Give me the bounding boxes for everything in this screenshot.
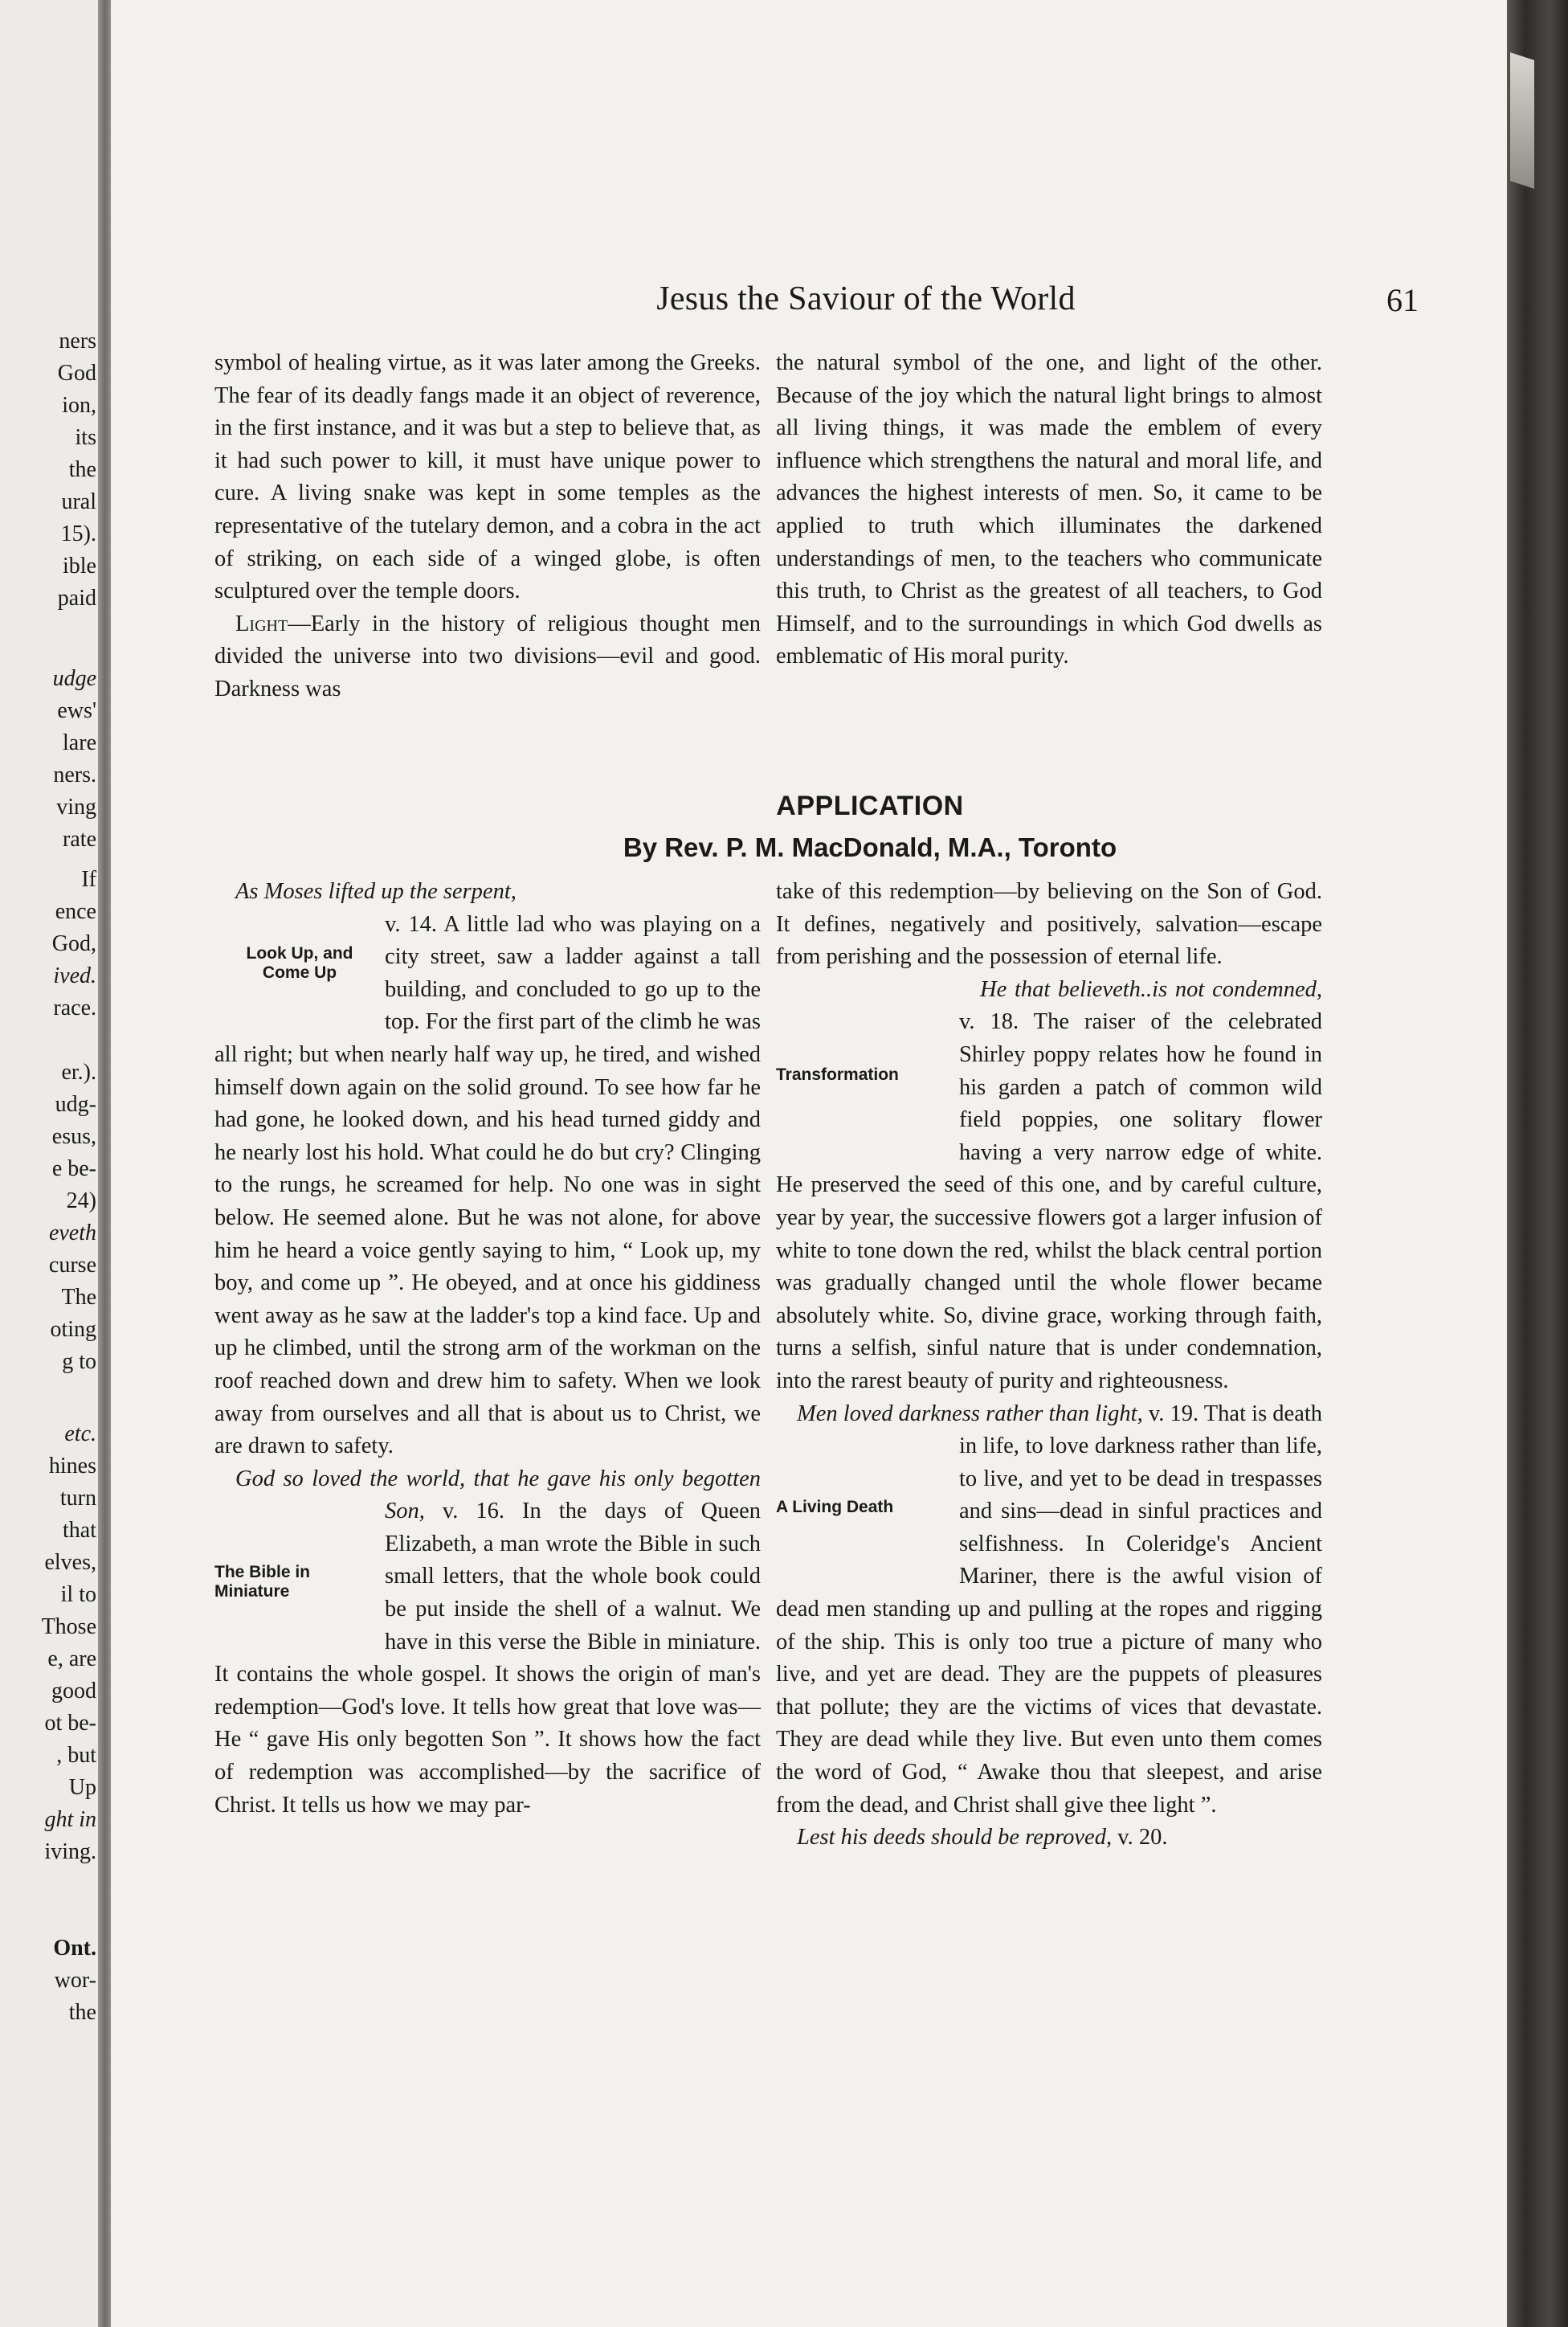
previous-page-text-fragment: 15). — [60, 521, 96, 546]
sidenote-transformation: Transformation — [776, 1065, 899, 1084]
previous-page-text-fragment: good — [51, 1679, 96, 1703]
page-stack-edge — [1507, 0, 1568, 2327]
previous-page-text-fragment: hines — [48, 1454, 96, 1478]
god-loved-reference: God so loved the world, that he gave his only begotten Son, — [235, 1466, 761, 1524]
god-loved-text: v. 16. In the days of Queen Elizabeth, a man wrote the Bible in such small letters, that the whole book could be put inside the shell of a walnut. We have in this verse the Bible in miniature. It contains the whole gospel. It shows the origin of man's redemption—God's love. It tells how great that love was—He “ gave His only begotten Son ”. It shows how the fact of redemption was accomplished—by the sacrifice of Christ. It tells us how we may par- — [214, 1499, 762, 1818]
previous-page-text-fragment: ners — [59, 329, 96, 354]
intro-paragraph-continued: the natural symbol of the one, and light of the other. Because of the joy which the natural light brings to almost all living things, it was made the emblem of every influence which strengthens the natural and moral life, and advances the highest interests of men. So, it came to be applied to truth which illuminates the darkened understandings of men, to the teachers who communicate this truth, to Christ as the greatest of all teachers, to God Himself, and to the surroundings in which God dwells as emblematic of His moral purity. — [776, 350, 1322, 669]
previous-page-text-fragment: ence — [55, 899, 96, 924]
application-right-column — [776, 876, 1322, 1855]
previous-page-text-fragment: iving. — [44, 1839, 96, 1864]
previous-page-text-fragment: Up — [68, 1775, 96, 1800]
god-loved-paragraph — [214, 1463, 761, 1822]
lest-reference: Lest his deeds should be reproved, — [797, 1825, 1113, 1851]
sidenote-bible-miniature — [214, 1560, 385, 1658]
moses-paragraph — [214, 876, 761, 909]
previous-page-text-fragment: that — [63, 1518, 96, 1543]
previous-page-text-fragment: eveth — [48, 1221, 96, 1245]
previous-page-text-fragment: the — [68, 2000, 96, 2025]
previous-page-text-fragment: g to — [62, 1349, 96, 1374]
previous-page-text-fragment: etc. — [64, 1421, 96, 1446]
sidenote-line: Look Up, and — [246, 943, 353, 963]
previous-page-text-fragment: rate — [63, 827, 96, 852]
previous-page-text-fragment: udg- — [55, 1092, 96, 1117]
light-label: Light — [235, 611, 288, 636]
moses-text-rest — [214, 909, 761, 1463]
previous-page-text-fragment: the — [68, 457, 96, 482]
previous-page-text-fragment: God — [57, 361, 96, 386]
previous-page-text-fragment: il to — [60, 1582, 96, 1607]
previous-page-text-fragment: Ont. — [53, 1936, 96, 1961]
previous-page-text-fragment: elves, — [44, 1550, 96, 1575]
sidenote-line: Come Up — [262, 963, 337, 982]
sidenote-line: Miniature — [214, 1582, 290, 1601]
previous-page-text-fragment: Those — [41, 1614, 96, 1639]
previous-page-text-fragment: ot be- — [44, 1711, 96, 1736]
redemption-paragraph: take of this redemption—by believing on the Son of God. It defines, negatively and positively, salvation—escape from perishing and the possession of eternal life. — [776, 879, 1322, 970]
previous-page-text-fragment: paid — [57, 586, 96, 611]
previous-page-text-fragment: ived. — [53, 963, 96, 988]
previous-page-text-fragment: er.). — [61, 1060, 96, 1085]
application-heading: APPLICATION — [776, 791, 964, 821]
previous-page-text-fragment: ible — [63, 554, 96, 579]
running-head: Jesus the Saviour of the World — [656, 280, 1076, 317]
intro-paragraph: symbol of healing virtue, as it was later among the Greeks. The fear of its deadly fangs made it an object of reverence, in the first instance, and it was but a step to believe that, as it had such power to kill, it must have unique power to cure. A living snake was kept in some temples as the representative of the tutelary demon, and a cobra in the act of striking, on each side of a winged globe, is often sculptured over the temple doors. — [214, 350, 761, 604]
previous-page-text-fragment: ving — [56, 795, 96, 820]
light-paragraph — [214, 608, 761, 706]
believeth-paragraph — [776, 974, 1322, 1398]
moses-reference: As Moses lifted up the serpent, — [235, 879, 517, 904]
previous-page-text-fragment: God, — [51, 931, 96, 956]
previous-page-text-fragment: udge — [52, 666, 96, 691]
previous-page-text-fragment: curse — [48, 1253, 96, 1278]
previous-page-text-fragment: lare — [63, 730, 96, 755]
previous-page-text-fragment: The — [61, 1285, 96, 1310]
previous-page-text-fragment: , but — [56, 1743, 96, 1768]
intro-right-column — [776, 347, 1322, 673]
previous-page-text-fragment: ural — [61, 489, 96, 514]
light-text: —Early in the history of religious thought men divided the universe into two divisions—evil and good. Darkness was — [214, 611, 761, 701]
darkness-paragraph — [776, 1398, 1322, 1822]
page-number: 61 — [1386, 282, 1419, 318]
previous-page-text-fragment: wor- — [54, 1968, 96, 1993]
lest-paragraph — [776, 1822, 1322, 1855]
moses-text: v. 14. A little lad who was playing on a city street, saw a ladder against a tall building, and concluded to go up to the top. For the first part of the climb he was all right; but when nearly half way up, he tired, and wished himself down again on the solid ground. To see how far he had gone, he looked down, and his head turned giddy and he nearly lost his hold. What could he do but cry? Clinging to the rungs, he screamed for help. No one was in sight below. He seemed alone. But he was not alone, for above him he heard a voice gently saying to him, “ Look up, my boy, and come up ”. He obeyed, and at once his giddiness went away as he saw at the ladder's top a kind face. Up and up he climbed, until the strong arm of the workman on the roof reached down and drew him to safety. When we look away from ourselves and all that is about us to Christ, we are drawn to safety. — [214, 911, 761, 1459]
darkness-text: v. 19. That is death in life, to love darkness rather than life, to live, and yet to be dead in trespasses and sins—dead in sinful practices and selfishness. In Coleridge's Ancient Mariner, there is the awful vision of dead men standing up and pulling at the ropes and rigging of the ship. This is only too true a picture of many who live, and yet are dead. They are the puppets of pleasures that pollute; they are the victims of vices that devastate. They are dead while they live. But even unto them comes the word of God, “ Awake thou that sleepest, and arise from the dead, and Christ shall give thee light ”. — [776, 1401, 1323, 1818]
book-page — [111, 0, 1507, 2327]
lest-text: v. 20. — [1112, 1825, 1168, 1851]
sidenote-living-death: A Living Death — [776, 1498, 894, 1517]
previous-page-edge — [0, 0, 103, 2327]
believeth-reference: He that believeth..is not condemned, — [980, 976, 1322, 1002]
previous-page-text-fragment: turn — [59, 1486, 96, 1511]
application-left-column — [214, 876, 761, 1822]
previous-page-text-fragment: oting — [50, 1317, 96, 1342]
previous-page-text-fragment: 24) — [66, 1188, 96, 1213]
believeth-text: v. 18. The raiser of the celebrated Shirley poppy relates how he found in his garden a patch of common wild field poppies, one solitary flower having a very narrow edge of white. He preserved the seed of this one, and by careful culture, year by year, the successive flowers got a larger infusion of white to tone down the red, whilst the black central portion was gradually changed until the whole flower became absolutely white. So, divine grace, working through faith, turns a selfish, sinful nature that is under condemnation, into the rarest beauty of purity and righteousness. — [776, 1009, 1322, 1393]
previous-page-text-fragment: ght in — [44, 1807, 96, 1832]
intro-left-column — [214, 347, 761, 706]
previous-page-text-fragment: If — [81, 867, 96, 892]
previous-page-text-fragment: e be- — [51, 1156, 96, 1181]
previous-page-text-fragment: esus, — [51, 1124, 96, 1149]
darkness-reference: Men loved darkness rather than light, — [797, 1401, 1143, 1426]
sidenote-line: The Bible in — [214, 1563, 311, 1582]
previous-page-text-fragment: ion, — [62, 393, 96, 418]
sidenote-look-up — [214, 941, 385, 1039]
previous-page-text-fragment: race. — [53, 996, 96, 1020]
byline: By Rev. P. M. MacDonald, M.A., Toronto — [623, 832, 1117, 862]
previous-page-text-fragment: e, are — [47, 1646, 96, 1671]
previous-page-text-fragment: ews' — [57, 698, 96, 723]
previous-page-text-fragment: its — [75, 425, 96, 450]
previous-page-text-fragment: ners. — [53, 763, 96, 787]
